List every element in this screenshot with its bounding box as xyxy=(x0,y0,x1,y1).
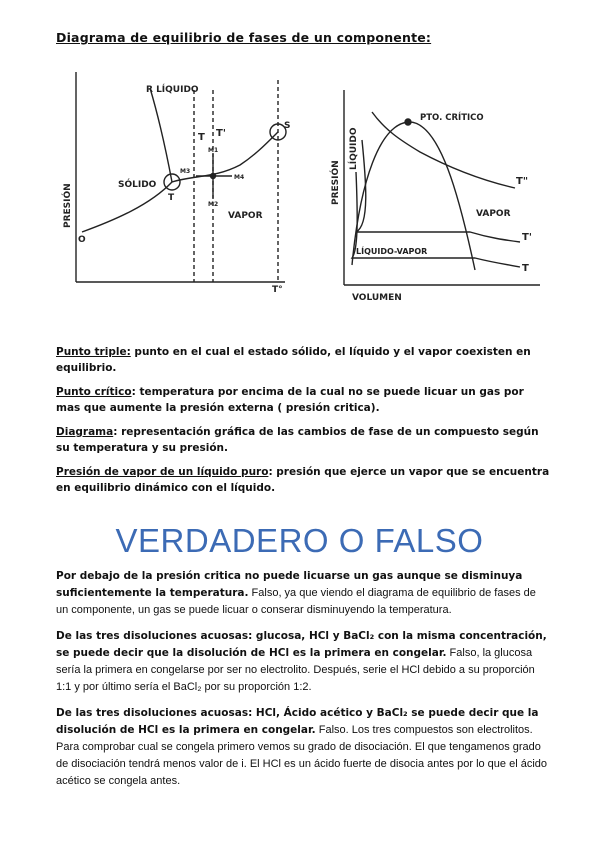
question-item xyxy=(56,568,551,619)
definition-term: Diagrama xyxy=(56,426,114,438)
fig2-iso-tdd: T" xyxy=(516,176,529,187)
fig1-ylabel: PRESIÓN xyxy=(63,183,73,228)
fig2-region-liquido: LÍQUIDO xyxy=(349,127,359,170)
fig1-label-m1: M1 xyxy=(208,147,219,154)
phase-diagram-pv-labels xyxy=(329,111,532,303)
fig1-region-solido: SÓLIDO xyxy=(118,180,157,190)
definition-term: Punto triple: xyxy=(56,346,131,358)
fig1-xlabel: T° xyxy=(272,285,283,295)
fig2-ylabel: PRESIÓN xyxy=(331,160,341,205)
question-item xyxy=(56,705,551,790)
fig1-label-m4: M4 xyxy=(234,174,245,181)
answer-text: Falso. Los tres compuestos son electrolitos. Para comprobar cual se congela primero vemos su grado de disociación. El que tengamenos grado de disociación tendrá menos valor de i. El HCl es un ácido fuerte de disocia antes por lo que el ácido acético se congela antes. xyxy=(56,724,548,787)
definition-term: Punto crítico xyxy=(56,386,132,398)
definition-text: : representación gráfica de las cambios de fase de un compuesto según su temperatura y su presión. xyxy=(56,426,539,454)
answer-text: Falso, la glucosa sería la primera en congelarse por ser no electrolito. Después, serie el HCl debido a su proporción 1:1 y por último sería el BaCl₂ por su proporción 1:2. xyxy=(56,647,535,693)
question-text: De las tres disoluciones acuosas: glucosa, HCl y BaCl₂ con la misma concentración, se puede decir que la disolución de HCl es la primera en congelar. xyxy=(56,630,547,659)
fig2-region-mix: LÍQUIDO-VAPOR xyxy=(356,247,428,256)
fig2-xlabel: VOLUMEN xyxy=(352,293,402,303)
fig1-label-t: T xyxy=(198,132,205,143)
answer-text: Falso, ya que viendo el diagrama de equilibrio de fases de un componente, un gas se puede licuar o conserar disminuyendo la temperatura. xyxy=(56,587,536,616)
definition-item xyxy=(56,464,551,496)
phase-diagrams xyxy=(0,60,599,320)
definition-item xyxy=(56,344,551,376)
fig1-point-triple: T xyxy=(168,193,175,203)
isotherm-tdd xyxy=(372,112,515,188)
fig1-label-tprime: T' xyxy=(216,128,226,139)
fig2-iso-t: T xyxy=(522,263,529,274)
isotherm-tp xyxy=(356,140,520,242)
phase-diagram-pt xyxy=(76,72,286,282)
fig1-region-liquido: R LÍQUIDO xyxy=(146,85,199,95)
true-false-list xyxy=(56,568,551,799)
page-title: Diagrama de equilibrio de fases de un componente: xyxy=(56,30,432,45)
definitions-list xyxy=(56,344,551,504)
solid-liquid-curve xyxy=(150,88,172,182)
definition-term: Presión de vapor de un líquido puro xyxy=(56,466,269,478)
fig1-region-vapor: VAPOR xyxy=(228,211,263,221)
fig2-iso-tp: T' xyxy=(522,232,532,243)
fig1-point-critical: S xyxy=(284,121,291,131)
section-heading: VERDADERO O FALSO xyxy=(115,522,484,559)
fig1-point-origin: O xyxy=(78,235,86,245)
question-text: Por debajo de la presión critica no puede licuarse un gas aunque se disminuya suficientemente la temperatura. xyxy=(56,570,523,599)
fig2-region-vapor: VAPOR xyxy=(476,209,511,219)
fig1-label-m2: M2 xyxy=(208,201,219,208)
critical-point-dot xyxy=(405,119,411,125)
definition-text: : temperatura por encima de la cual no se puede licuar un gas por mas que aumente la presión externa ( presión critica). xyxy=(56,386,524,414)
definition-item xyxy=(56,384,551,416)
definition-text: : presión que ejerce un vapor que se encuentra en equilibrio dinámico con el líquido. xyxy=(56,466,550,494)
question-item xyxy=(56,628,551,696)
question-text: De las tres disoluciones acuosas: HCl, Ácido acético y BaCl₂ se puede decir que la disolución de HCl es la primera en congelar. xyxy=(56,707,539,736)
fig2-critical-label: PTO. CRÍTICO xyxy=(420,113,484,123)
fig1-label-m3: M3 xyxy=(180,168,191,175)
definition-text: punto en el cual el estado sólido, el líquido y el vapor coexisten en equilibrio. xyxy=(56,346,531,374)
definition-item xyxy=(56,424,551,456)
